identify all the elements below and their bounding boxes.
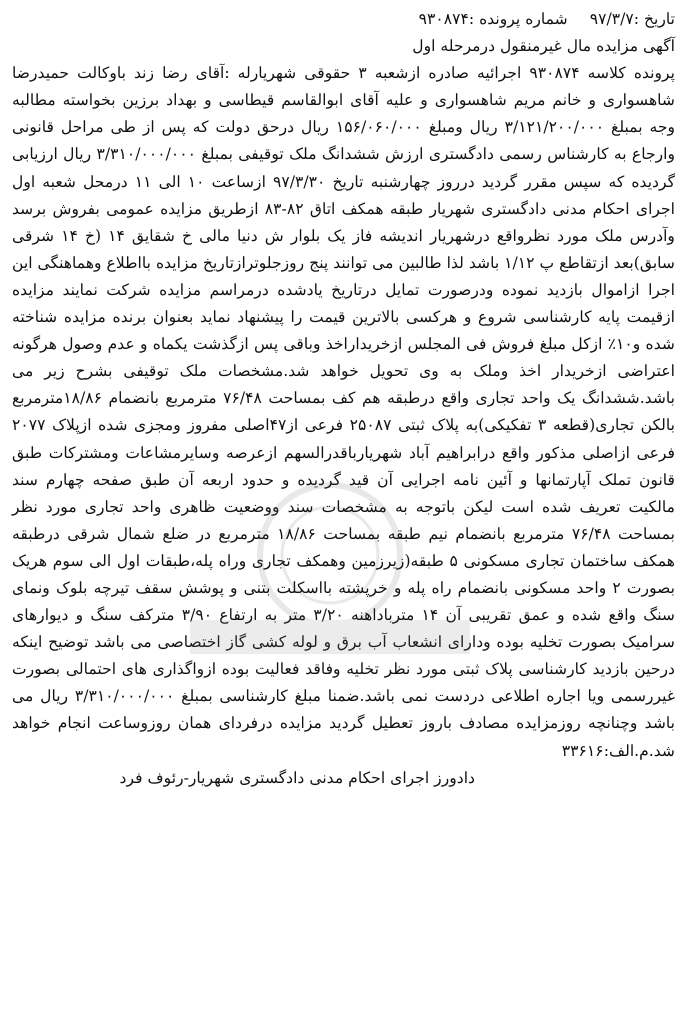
notice-body: پرونده کلاسه ۹۳۰۸۷۴ اجرائیه صادره ازشعبه ۳ حقوقی شهریارله :آقای رضا زند باوکالت حمیدرضا شاهسواری و خانم مریم شاهسواری و علیه آقای ابوالقاسم قیطاسی و بهداد برزین بخواسته مطالبه وجه بمبلغ ۳/۱۲۱/۲۰۰/۰۰۰ ریال ومبلغ ۱۵۶/۰۶۰/۰۰۰ ریال درحق دولت که پس از طی مراحل قانونی وارجاع به کارشناس رسمی دادگستری ارزش ششدانگ ملک توقیفی بمبلغ ۳/۳۱۰/۰۰۰/۰۰۰ ریال ارزیابی گردیده که سپس مقرر گردید درروز چهارشنبه تاریخ ۹۷/۳/۳۰ ازساعت ۱۰ الی ۱۱ درمحل شعبه اول اجرای احکام مدنی دادگستری شهریار طبقه همکف اتاق ۸۲-۸۳ ازطریق مزایده عمومی بفروش برسد وآدرس ملک مورد نظرواقع درشهریار اندیشه فاز یک بلوار ش دنیا مالی خ شقایق ۱۴ (خ ۱۴ شرقی سابق)بعد ازتقاطع پ ۱/۱۲ باشد لذا طالبین می توانند پنج روزجلوترازتاریخ مزایده بااطلاع وهماهنگی این اجرا ازاموال بازدید نموده ودرصورت تمایل درتاریخ یادشده درمراسم مزایده شرکت نمایند مزایده ازقیمت پایه کارشناسی شروع و هرکسی بالاترین قیمت را پیشنهاد نماید بعنوان برنده مزایده شناخته شده و۱۰٪ ازکل مبلغ فروش فی المجلس ازخریداراخذ وباقی پس ازگذشت یکماه و عدم وصول هرگونه اعتراضی ازخریدار اخذ وملک به وی تحویل خواهد شد.مشخصات ملک توقیفی بشرح زیر می باشد.ششدانگ یک واحد تجاری واقع درطبقه هم کف بمساحت ۷۶/۴۸ مترمربع بانضمام ۱۸/۸۶مترمربع بالکن تجاری(قطعه ۳ تفکیکی)به پلاک ثبتی ۲۵۰۸۷ فرعی از۴۷اصلی مفروز ومجزی شده ازپلاک ۲۰۷۷ فرعی ازاصلی مذکور واقع درابراهیم آباد شهریارباقدرالسهم ازعرصه وسایرمشاعات ومشترکات طبق قانون تملک آپارتمانها و آئین نامه اجرایی آن قید گردیده و حدود اربعه آن طبق صفحه چهارم سند مالکیت تعریف شده است لیکن باتوجه به مشخصات سند ووضعیت ظاهری واحد تجاری مورد نظر بمساحت ۷۶/۴۸ مترمربع بانضمام نیم طبقه بمساحت ۱۸/۸۶ مترمربع در ضلع شمال شرقی درطبقه همکف ساختمان تجاری مسکونی ۵ طبقه(زیرزمین وهمکف تجاری وراه پله،طبقات اول الی سوم هریک بصورت ۲ واحد مسکونی بانضمام راه پله و خرپشته بااسکلت بتنی و پوشش سقف تیرچه بلوک ونمای سنگ واقع شده و عمق تقریبی آن ۱۴ مترباداهنه ۳/۲۰ متر به ارتفاع ۳/۹۰ مترکف سنگ و دیوارهای سرامیک بصورت تخلیه بوده ودارای انشعاب آب برق و لوله کشی گاز اختصاصی می باشد توضیح اینکه درحین بازدید کارشناسی پلاک ثبتی مورد نظر تخلیه وفاقد فعالیت بوده ازواگذاری های احتمالی بصورت غیررسمی ویا اجاره اطلاعی دردست نمی باشد.ضمنا مبلغ کارشناسی بمبلغ ۳/۳۱۰/۰۰۰/۰۰۰ ریال می باشد وچنانچه روزمزایده مصادف باروز تعطیل گردید مزایده درفردای همان روزوساعت انجام خواهد شد.م.الف:۳۳۶۱۶	[12, 64, 676, 760]
date-label: تاریخ :	[633, 10, 675, 28]
file-number-label: شماره پرونده :	[468, 10, 568, 28]
notice-header	[12, 6, 675, 33]
file-number-value: ۹۳۰۸۷۴	[418, 10, 469, 28]
date-value: ۹۷/۳/۷	[589, 10, 634, 28]
notice-signature: دادورز اجرای احکام مدنی دادگستری شهریار-رئوف فرد	[119, 768, 475, 787]
notice-title: آگهی مزایده مال غیرمنقول درمرحله اول	[412, 37, 675, 56]
